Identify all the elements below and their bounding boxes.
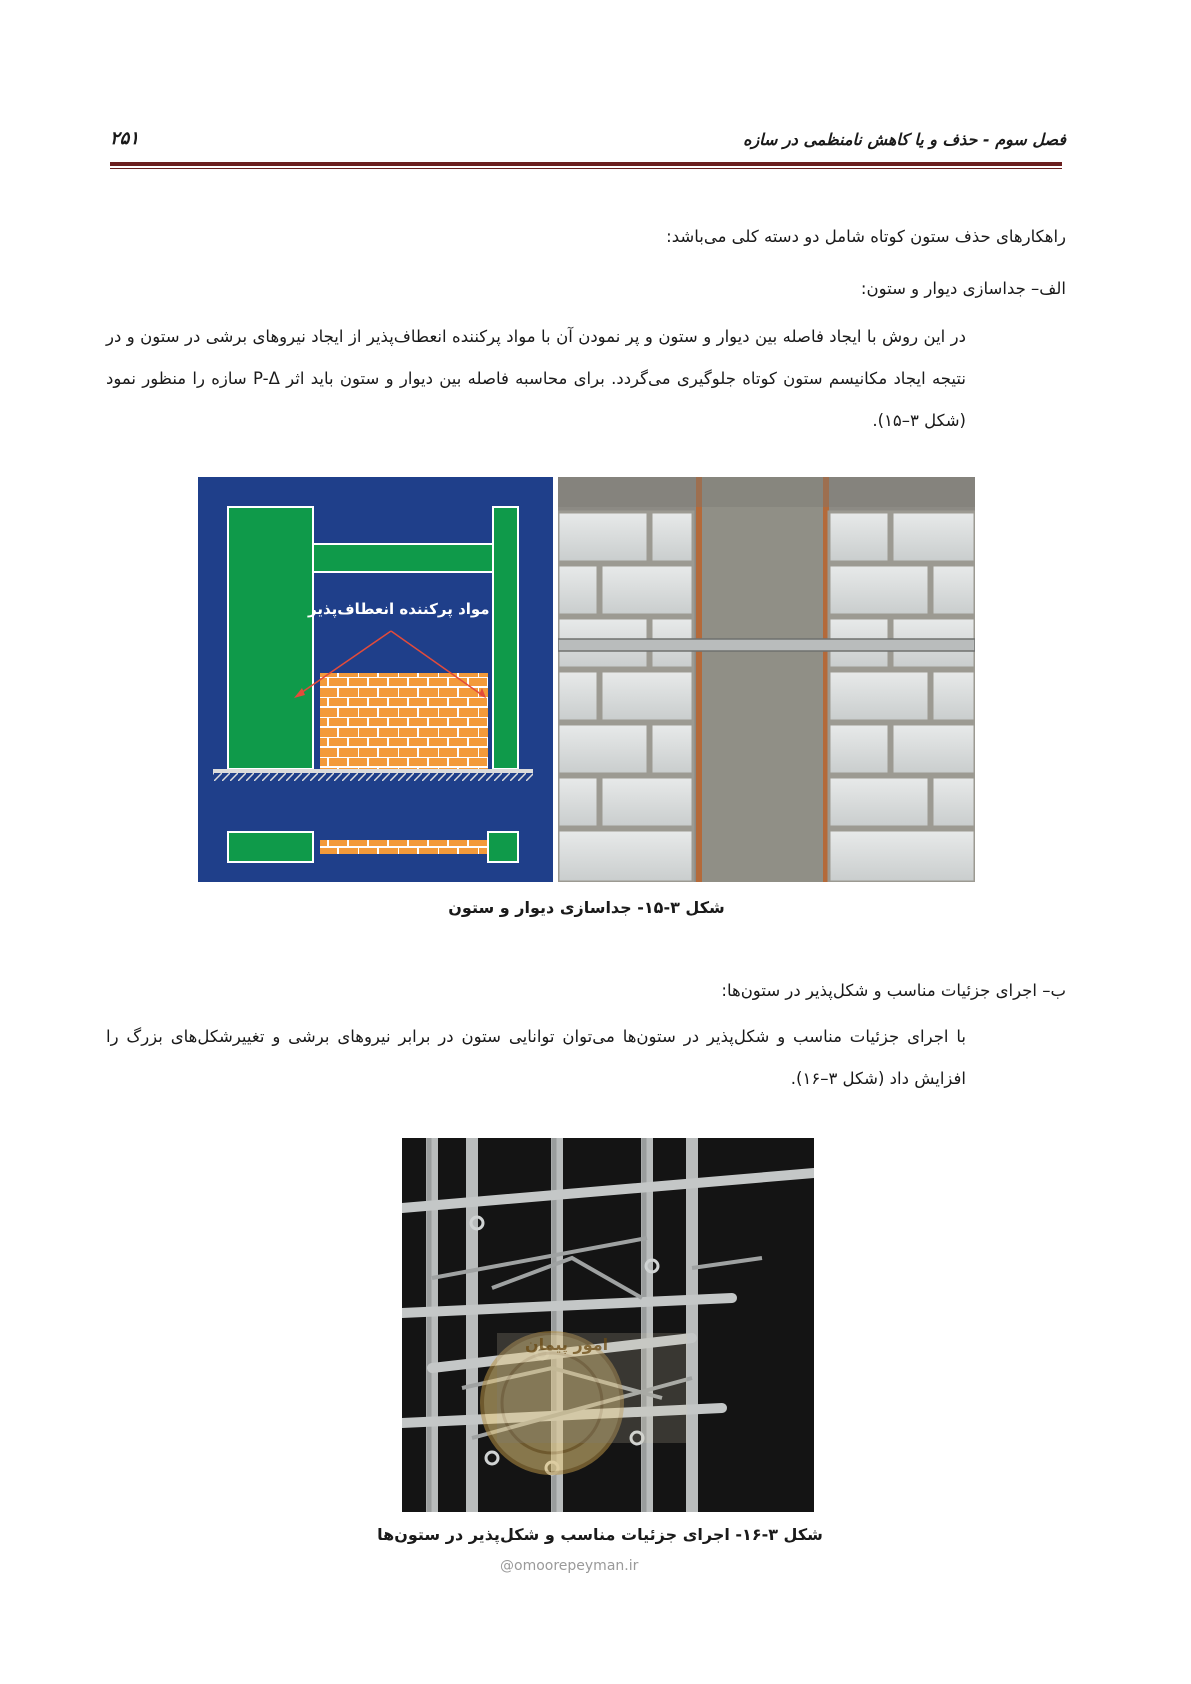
paragraph-a: در این روش با ایجاد فاصله بین دیوار و ستون و پر نمودن آن با مواد پرکننده انعطاف‌پذیر از ایجاد نیروهای برشی در ستون و در نتیجه ایجاد مکانیسم ستون کوتاه جلوگیری می‌گردد. برای محاسبه فاصله بین دیوار و ستون باید اثر P-Δ سازه را منظور نمود (شکل ۳–۱۵). xyxy=(106,327,966,430)
figure-16-caption: شکل ۳-۱۶- اجرای جزئیات مناسب و شکل‌پذیر در ستون‌ها xyxy=(377,1525,823,1544)
watermark: @omoorepeyman.ir xyxy=(500,1558,639,1574)
seal-text: امور پیمان xyxy=(525,1335,609,1354)
wall-column-separation-diagram xyxy=(198,477,553,882)
figure-15-caption: شکل ۳-۱۵- جداسازی دیوار و ستون xyxy=(448,898,725,917)
rebar-cage-photo xyxy=(402,1138,814,1512)
header-rule-thin xyxy=(110,168,1062,169)
filler-material-label: مواد پرکننده انعطاف‌پذیر xyxy=(308,600,490,618)
paragraph-b: با اجرای جزئیات مناسب و شکل‌پذیر در ستون‌ها می‌توان توانایی ستون در برابر نیروهای برشی و تغییرشکل‌های بزرگ را افزایش داد (شکل ۳–۱۶). xyxy=(106,1027,966,1088)
intro-paragraph: راهکارهای حذف ستون کوتاه شامل دو دسته کلی می‌باشد: xyxy=(666,227,1066,246)
wall-column-photo xyxy=(558,477,975,882)
running-header: فصل سوم - حذف و یا کاهش نامنظمی در سازه xyxy=(743,130,1066,149)
page-number: ۲۵۱ xyxy=(110,128,140,149)
subheading-b: ب– اجرای جزئیات مناسب و شکل‌پذیر در ستون‌ها: xyxy=(721,981,1066,1000)
subheading-a: الف– جداسازی دیوار و ستون: xyxy=(860,279,1066,298)
header-rule xyxy=(110,162,1062,166)
